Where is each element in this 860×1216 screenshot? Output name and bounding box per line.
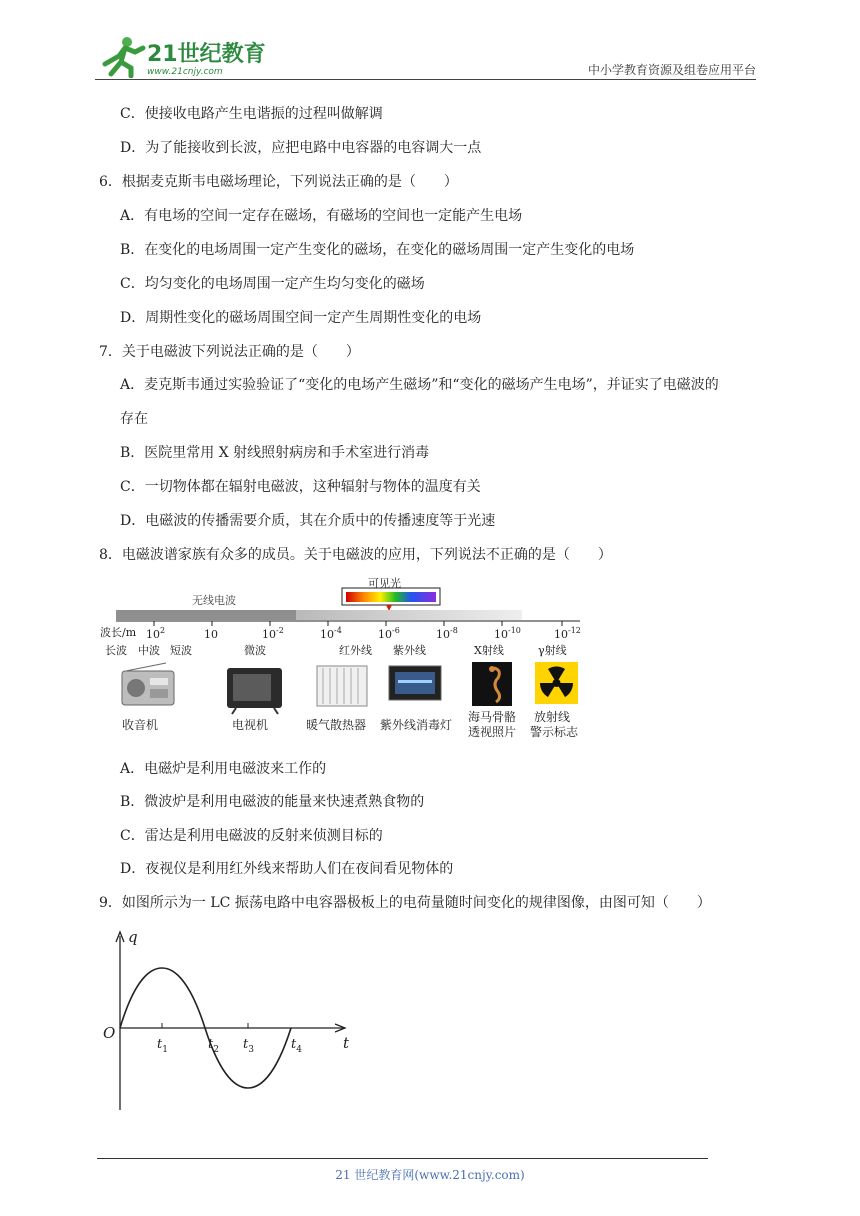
device-xray-photo: 透视照片 — [468, 725, 517, 739]
q-t-graph — [95, 924, 365, 1116]
question-8: 8．电磁波谱家族有众多的成员。关于电磁波的应用，下列说法不正确的是（ ） — [99, 547, 612, 563]
q7-option-c: C．一切物体都在辐射电磁波，这种辐射与物体的温度有关 — [120, 479, 481, 495]
radiator-icon — [317, 666, 367, 706]
t1-label: $t_1$ — [157, 1037, 168, 1055]
y-axis-label: q — [128, 928, 138, 946]
site-logo — [95, 34, 265, 78]
footer-divider — [97, 1158, 708, 1159]
q8-option-c: C．雷达是利用电磁波的反射来侦测目标的 — [120, 828, 383, 844]
q7-option-a: A．麦克斯韦通过实验验证了“变化的电场产生磁场”和“变化的磁场产生电场”，并证实了电磁波的 — [120, 377, 719, 393]
visible-light-band — [346, 592, 436, 602]
q7-option-d: D．电磁波的传播需要介质，其在介质中的传播速度等于光速 — [120, 513, 496, 529]
q7-option-b: B．医院里常用 X 射线照射病房和手术室进行消毒 — [120, 445, 430, 461]
q5-option-d: D．为了能接收到长波，应把电路中电容器的电容调大一点 — [120, 140, 482, 156]
t4-label: $t_4$ — [291, 1037, 302, 1055]
device-radiation: 放射线 — [534, 710, 571, 724]
q6-option-d: D．周期性变化的磁场周围空间一定产生周期性变化的电场 — [120, 310, 482, 326]
band-medium-wave: 中波 — [138, 644, 160, 657]
device-warning-sign: 警示标志 — [530, 725, 579, 739]
question-7: 7．关于电磁波下列说法正确的是（ ） — [99, 344, 360, 360]
q6-option-c: C．均匀变化的电场周围一定产生均匀变化的磁场 — [120, 276, 425, 292]
origin-label: O — [103, 1024, 116, 1042]
runner-logo-icon — [105, 37, 143, 76]
spectrum-tick-label: $10^{-12}$ — [554, 626, 581, 641]
footer-link[interactable]: 21 世纪教育网(www.21cnjy.com) — [335, 1168, 525, 1182]
t2-label: $t_2$ — [208, 1037, 219, 1055]
band-microwave: 微波 — [244, 644, 266, 657]
q8-option-d: D．夜视仪是利用红外线来帮助人们在夜间看见物体的 — [120, 861, 454, 877]
axis-label: 波长/m — [100, 626, 137, 639]
band-ultraviolet: 紫外线 — [393, 644, 426, 657]
radio-icon — [122, 663, 174, 705]
q7-option-a-cont: 存在 — [120, 411, 148, 427]
spectrum-tick-label: $10^2$ — [146, 626, 166, 641]
em-spectrum-figure — [96, 576, 596, 746]
band-x-ray: X射线 — [474, 644, 504, 657]
device-tv: 电视机 — [232, 718, 269, 732]
platform-label: 中小学教育资源及组卷应用平台 — [587, 63, 756, 77]
q6-option-a: A．有电场的空间一定存在磁场，有磁场的空间也一定能产生电场 — [120, 208, 523, 224]
band-gamma-ray: γ射线 — [538, 644, 567, 657]
spectrum-tick-label: $10^{-2}$ — [262, 626, 284, 641]
band-long-wave: 长波 — [105, 644, 127, 657]
spectrum-tick-label: $10^{-8}$ — [436, 626, 458, 641]
logo-text: 21世纪教育 — [147, 42, 265, 67]
spectrum-tick-label: $10^{-6}$ — [378, 626, 400, 641]
radio-band-label: 无线电波 — [192, 594, 236, 607]
seahorse-xray-icon — [472, 662, 512, 706]
band-infrared: 红外线 — [339, 644, 372, 657]
q5-option-c: C．使接收电路产生电谐振的过程叫做解调 — [120, 106, 383, 122]
device-radio: 收音机 — [122, 718, 159, 732]
radiation-warning-icon — [535, 662, 578, 704]
device-seahorse: 海马骨骼 — [468, 710, 517, 724]
t3-label: $t_3$ — [243, 1037, 254, 1055]
device-uv-lamp: 紫外线消毒灯 — [380, 718, 453, 732]
x-axis-label: t — [343, 1034, 350, 1052]
spectrum-tick-label: 10 — [204, 628, 218, 641]
question-6: 6．根据麦克斯韦电磁场理论，下列说法正确的是（ ） — [99, 174, 458, 190]
device-radiator: 暖气散热器 — [306, 718, 367, 732]
uv-lamp-icon — [389, 666, 441, 700]
radio-band-bar — [116, 610, 296, 620]
band-short-wave: 短波 — [170, 644, 192, 657]
question-9: 9．如图所示为一 LC 振荡电路中电容器极板上的电荷量随时间变化的规律图像，由图可知（ ） — [99, 895, 711, 911]
spectrum-tick-label: $10^{-10}$ — [494, 626, 521, 641]
q8-option-b: B．微波炉是利用电磁波的能量来快速煮熟食物的 — [120, 794, 425, 810]
q8-option-a: A．电磁炉是利用电磁波来工作的 — [120, 761, 327, 777]
header-divider — [95, 79, 756, 80]
q6-option-b: B．在变化的电场周围一定产生变化的磁场，在变化的磁场周围一定产生变化的电场 — [120, 242, 635, 258]
tv-icon — [227, 668, 282, 714]
spectrum-tick-label: $10^{-4}$ — [320, 626, 342, 641]
visible-light-label: 可见光 — [368, 577, 401, 590]
logo-url: www.21cnjy.com — [147, 67, 223, 77]
